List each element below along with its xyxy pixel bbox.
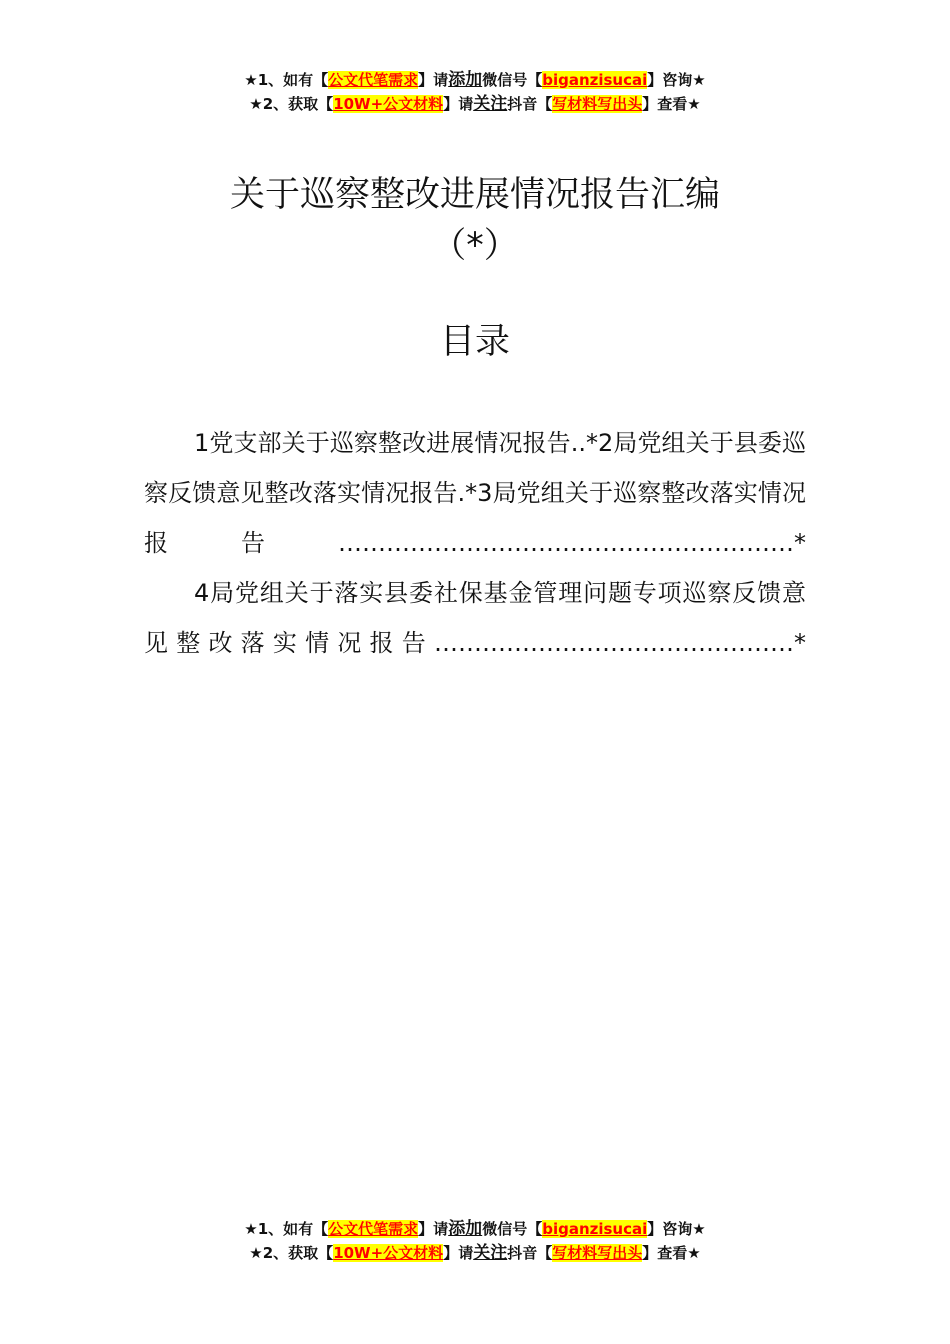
promo-emphasis: 添加 (448, 1219, 483, 1239)
promo-text: 】查看★ (642, 95, 701, 113)
promo-highlight: 公文代笔需求 (328, 71, 419, 89)
promo-text: 抖音【 (507, 95, 553, 113)
douyin-account-link[interactable]: 写材料写出头 (552, 95, 643, 113)
promo-text: ★2、获取【 (249, 1244, 334, 1262)
toc-paragraph: 1党支部关于巡察整改进展情况报告..*2局党组关于县委巡察反馈意见整改落实情况报告.*3局党组关于巡察整改落实情况报告…………………………………………………* (144, 429, 806, 557)
toc-paragraph: 4局党组关于落实县委社保基金管理问题专项巡察反馈意见整改落实情况报告………………………………………* (144, 579, 806, 657)
toc-heading: 目录 (439, 322, 510, 362)
promo-emphasis: 添加 (448, 70, 483, 90)
table-of-contents (144, 418, 806, 668)
document-title: 关于巡察整改进展情况报告汇编 (229, 175, 720, 215)
promo-text: 】请 (443, 1244, 474, 1262)
promo-banner-top (0, 68, 950, 116)
promo-line-2 (0, 92, 950, 116)
promo-text: ★1、如有【 (244, 71, 329, 89)
promo-text: 】咨询★ (647, 1220, 706, 1238)
promo-text: ★2、获取【 (249, 95, 334, 113)
promo-banner-bottom (0, 1217, 950, 1265)
promo-text: 】查看★ (642, 1244, 701, 1262)
promo-text: 】咨询★ (647, 71, 706, 89)
promo-text: 】请 (418, 71, 449, 89)
promo-text: 微信号【 (482, 1220, 543, 1238)
promo-text: 】请 (418, 1220, 449, 1238)
promo-line-1 (0, 1217, 950, 1241)
wechat-id-link[interactable]: biganzisucai (542, 1220, 648, 1238)
douyin-account-link[interactable]: 写材料写出头 (552, 1244, 643, 1262)
promo-highlight: 10W+公文材料 (333, 95, 444, 113)
wechat-id-link[interactable]: biganzisucai (542, 71, 648, 89)
promo-text: 微信号【 (482, 71, 543, 89)
promo-highlight: 公文代笔需求 (328, 1220, 419, 1238)
promo-text: 】请 (443, 95, 474, 113)
promo-emphasis: 关注 (473, 1243, 508, 1263)
promo-highlight: 10W+公文材料 (333, 1244, 444, 1262)
promo-text: 抖音【 (507, 1244, 553, 1262)
document-subtitle: （*） (431, 226, 519, 266)
promo-emphasis: 关注 (473, 94, 508, 114)
promo-line-1 (0, 68, 950, 92)
promo-text: ★1、如有【 (244, 1220, 329, 1238)
promo-line-2 (0, 1241, 950, 1265)
